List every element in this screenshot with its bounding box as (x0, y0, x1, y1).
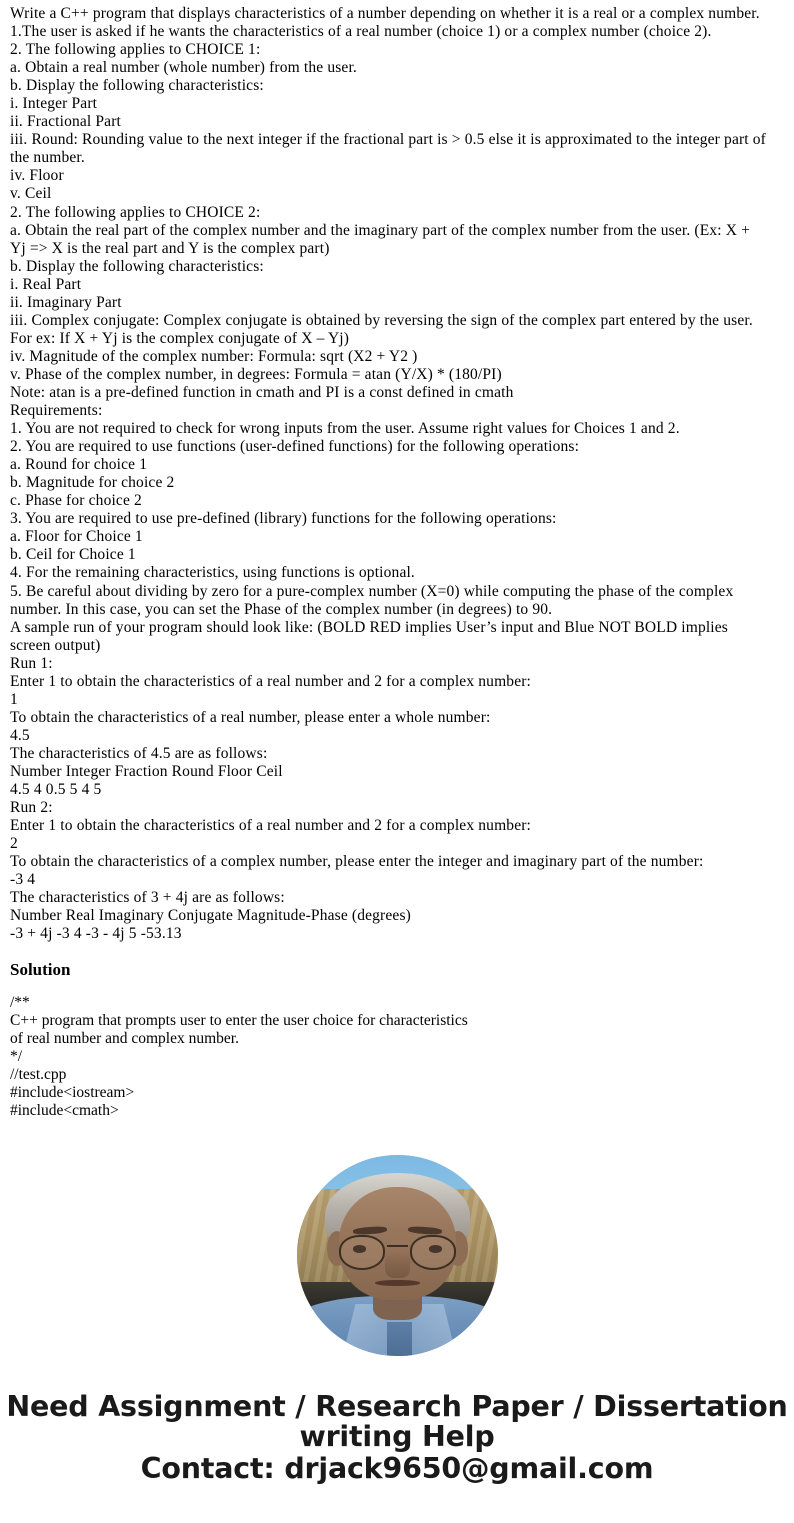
vertical-spacer (0, 980, 794, 994)
question-line: b. Ceil for Choice 1 (10, 546, 136, 564)
code-line: #include<cmath> (10, 1101, 119, 1119)
question-line: 2 (10, 835, 18, 853)
question-line: Enter 1 to obtain the characteristics of a real number and 2 for a complex number: (10, 817, 532, 835)
question-line: -3 4 (10, 871, 36, 889)
question-line: -3 + 4j -3 4 -3 - 4j 5 -53.13 (10, 925, 182, 943)
question-line: iv. Magnitude of the complex number: Formula: sqrt (X2 + Y2 ) (10, 347, 418, 365)
question-line: 2. You are required to use functions (user-defined functions) for the following operations: (10, 438, 580, 456)
question-line: 4. For the remaining characteristics, using functions is optional. (10, 564, 415, 582)
photo-mouth (375, 1280, 419, 1286)
avatar (297, 1155, 498, 1356)
question-line: i. Integer Part (10, 95, 98, 113)
eyeglasses-lens-left (339, 1235, 385, 1269)
promo-footer (0, 1392, 794, 1484)
question-line: 1. You are not required to check for wrong inputs from the user. Assume right values for Choices 1 and 2. (10, 420, 680, 438)
question-line: To obtain the characteristics of a complex number, please enter the integer and imaginary part of the number: (10, 853, 704, 871)
question-line: b. Magnitude for choice 2 (10, 474, 175, 492)
question-line: v. Ceil (10, 185, 52, 203)
question-line: iii. Round: Rounding value to the next integer if the fractional part is > 0.5 else it is approximated to the integer part of the number. (10, 131, 767, 167)
solution-heading: Solution (10, 960, 71, 980)
question-line: ii. Imaginary Part (10, 293, 122, 311)
question-line: c. Phase for choice 2 (10, 492, 142, 510)
question-line: The characteristics of 4.5 are as follows: (10, 744, 268, 762)
question-line: a. Obtain a real number (whole number) from the user. (10, 59, 357, 77)
vertical-spacer (0, 943, 794, 961)
eyeglasses-bridge (387, 1245, 407, 1247)
question-line: 1.The user is asked if he wants the characteristics of a real number (choice 1) or a complex number (choice 2). (10, 23, 712, 41)
code-line: /** (10, 993, 30, 1011)
question-line: Run 2: (10, 799, 53, 817)
question-line: 2. The following applies to CHOICE 1: (10, 41, 261, 59)
code-line: of real number and complex number. (10, 1029, 239, 1047)
question-line: iii. Complex conjugate: Complex conjugate is obtained by reversing the sign of the complex part entered by the user. For ex: If X + Yj is the complex conjugate of X – Yj) (10, 311, 753, 347)
question-line: Write a C++ program that displays characteristics of a number depending on whether it is a real or a complex number. (10, 5, 760, 22)
question-line: Run 1: (10, 654, 53, 672)
question-line: Requirements: (10, 402, 103, 420)
question-line: Number Real Imaginary Conjugate Magnitude-Phase (degrees) (10, 907, 411, 925)
code-line: C++ program that prompts user to enter the user choice for characteristics (10, 1011, 468, 1029)
question-line: a. Obtain the real part of the complex number and the imaginary part of the complex number from the user. (Ex: X + Yj => X is the real part and Y is the complex part) (10, 221, 751, 257)
code-line: //test.cpp (10, 1065, 67, 1083)
question-line: a. Round for choice 1 (10, 456, 148, 474)
question-line: A sample run of your program should look like: (BOLD RED implies User’s input and Blue NOT BOLD implies screen output) (10, 618, 728, 654)
question-line: 4.5 4 0.5 5 4 5 (10, 781, 102, 799)
code-line: */ (10, 1047, 23, 1065)
promo-line-1: Need Assignment / Research Paper / Dissertation (6, 1390, 788, 1423)
question-line: The characteristics of 3 + 4j are as follows: (10, 889, 285, 907)
question-line: Note: atan is a pre-defined function in cmath and PI is a const defined in cmath (10, 383, 514, 401)
question-line: 4.5 (10, 726, 30, 744)
question-line: ii. Fractional Part (10, 113, 121, 131)
question-line: 3. You are required to use pre-defined (library) functions for the following operations: (10, 510, 557, 528)
eyeglasses-lens-right (410, 1235, 456, 1269)
photo-tie (387, 1322, 411, 1356)
question-line: To obtain the characteristics of a real number, please enter a whole number: (10, 708, 491, 726)
question-line: Enter 1 to obtain the characteristics of a real number and 2 for a complex number: (10, 672, 532, 690)
question-line: iv. Floor (10, 167, 64, 185)
photo-nose (385, 1251, 409, 1277)
question-line: 5. Be careful about dividing by zero for a pure-complex number (X=0) while computing the phase of the complex number. In this case, you can set the Phase of the complex number (in degrees) to 90. (10, 582, 734, 618)
question-line: a. Floor for Choice 1 (10, 528, 143, 546)
question-line: 2. The following applies to CHOICE 2: (10, 203, 261, 221)
code-line: #include<iostream> (10, 1083, 135, 1101)
avatar-image (297, 1155, 498, 1356)
promo-contact-email[interactable]: Contact: drjack9650@gmail.com (140, 1452, 654, 1485)
question-line: Number Integer Fraction Round Floor Ceil (10, 762, 283, 780)
question-line: b. Display the following characteristics: (10, 77, 264, 95)
question-line: b. Display the following characteristics: (10, 257, 264, 275)
promo-line-2: writing Help (299, 1420, 495, 1453)
question-line: 1 (10, 690, 18, 708)
question-line: i. Real Part (10, 275, 82, 293)
question-line: v. Phase of the complex number, in degrees: Formula = atan (Y/X) * (180/PI) (10, 365, 502, 383)
